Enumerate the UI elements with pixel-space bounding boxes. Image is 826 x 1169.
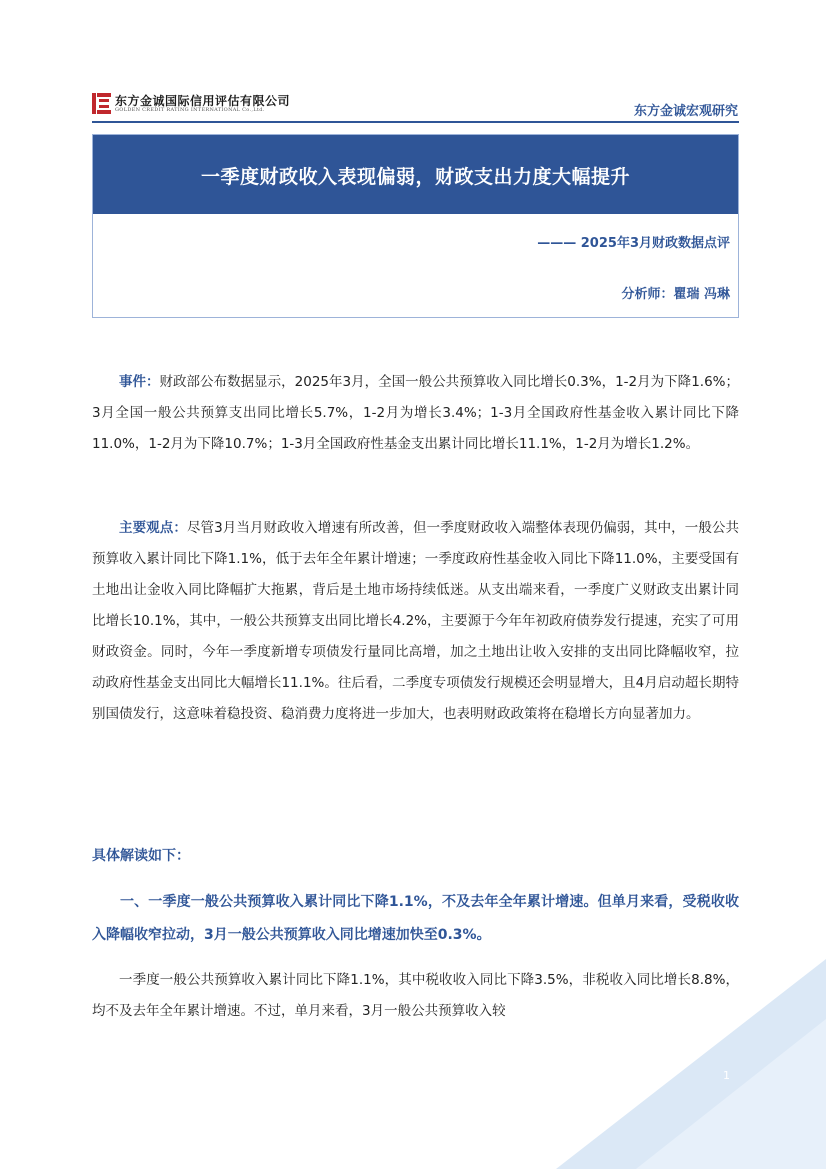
company-name-cn: 东方金诚国际信用评估有限公司 <box>115 94 291 108</box>
event-text: 财政部公布数据显示，2025年3月，全国一般公共预算收入同比增长0.3%，1-2月为下降1.6%；3月全国一般公共预算支出同比增长5.7%，1-2月为增长3.4%；1-3月全国政府性基金收入累计同比下降11.0%，1-2月为下降10.7%；1-3月全国政府性基金支出累计同比增长11.1%，1-2月为增长1.2%。 <box>92 374 739 452</box>
title-band <box>93 135 738 214</box>
report-subtitle: ——— 2025年3月财政数据点评 <box>537 236 730 251</box>
header-series-label: 东方金诚宏观研究 <box>633 104 738 119</box>
section-heading: 一、一季度一般公共预算收入累计同比下降1.1%，不及去年全年累计增速。但单月来看，受税收收入降幅收窄拉动，3月一般公共预算收入同比增速加快至0.3%。 <box>92 894 739 943</box>
views-paragraph <box>92 513 739 730</box>
analyst-line: 分析师：瞿瑞 冯琳 <box>621 287 730 302</box>
body-paragraph: 一季度一般公共预算收入累计同比下降1.1%，其中税收收入同比下降3.5%，非税收入同比增长8.8%，均不及去年全年累计增速。不过，单月来看，3月一般公共预算收入较 <box>92 972 739 1019</box>
views-text: 尽管3月当月财政收入增速有所改善，但一季度财政收入端整体表现仍偏弱，其中，一般公共预算收入累计同比下降1.1%，低于去年全年累计增速；一季度政府性基金收入同比下降11.0%，主要受国有土地出让金收入同比降幅扩大拖累，背后是土地市场持续低迷。从支出端来看，一季度广义财政支出累计同比增长10.1%，其中，一般公共预算支出同比增长4.2%，主要源于今年年初政府债券发行提速，充实了可用财政资金。同时，今年一季度新增专项债发行量同比高增，加之土地出让收入安排的支出同比降幅收窄，拉动政府性基金支出同比大幅增长11.1%。往后看，二季度专项债发行规模还会明显增大，且4月启动超长期特别国债发行，这意味着稳投资、稳消费力度将进一步加大，也表明财政政策将在稳增长方向显著加力。 <box>92 520 739 722</box>
event-paragraph <box>92 367 739 460</box>
corner-decoration <box>556 959 826 1169</box>
logo-mark-icon <box>92 93 111 114</box>
company-name-en: GOLDEN CREDIT RATING INTERNATIONAL Co.,Ltd. <box>115 107 265 113</box>
page-number: 1 <box>723 1069 730 1082</box>
detail-heading: 具体解读如下： <box>92 848 190 864</box>
header-divider <box>92 121 739 123</box>
event-label: 事件： <box>119 374 160 390</box>
title-box <box>92 134 739 318</box>
report-title: 一季度财政收入表现偏弱，财政支出力度大幅提升 <box>200 166 630 188</box>
views-label: 主要观点： <box>119 520 187 536</box>
